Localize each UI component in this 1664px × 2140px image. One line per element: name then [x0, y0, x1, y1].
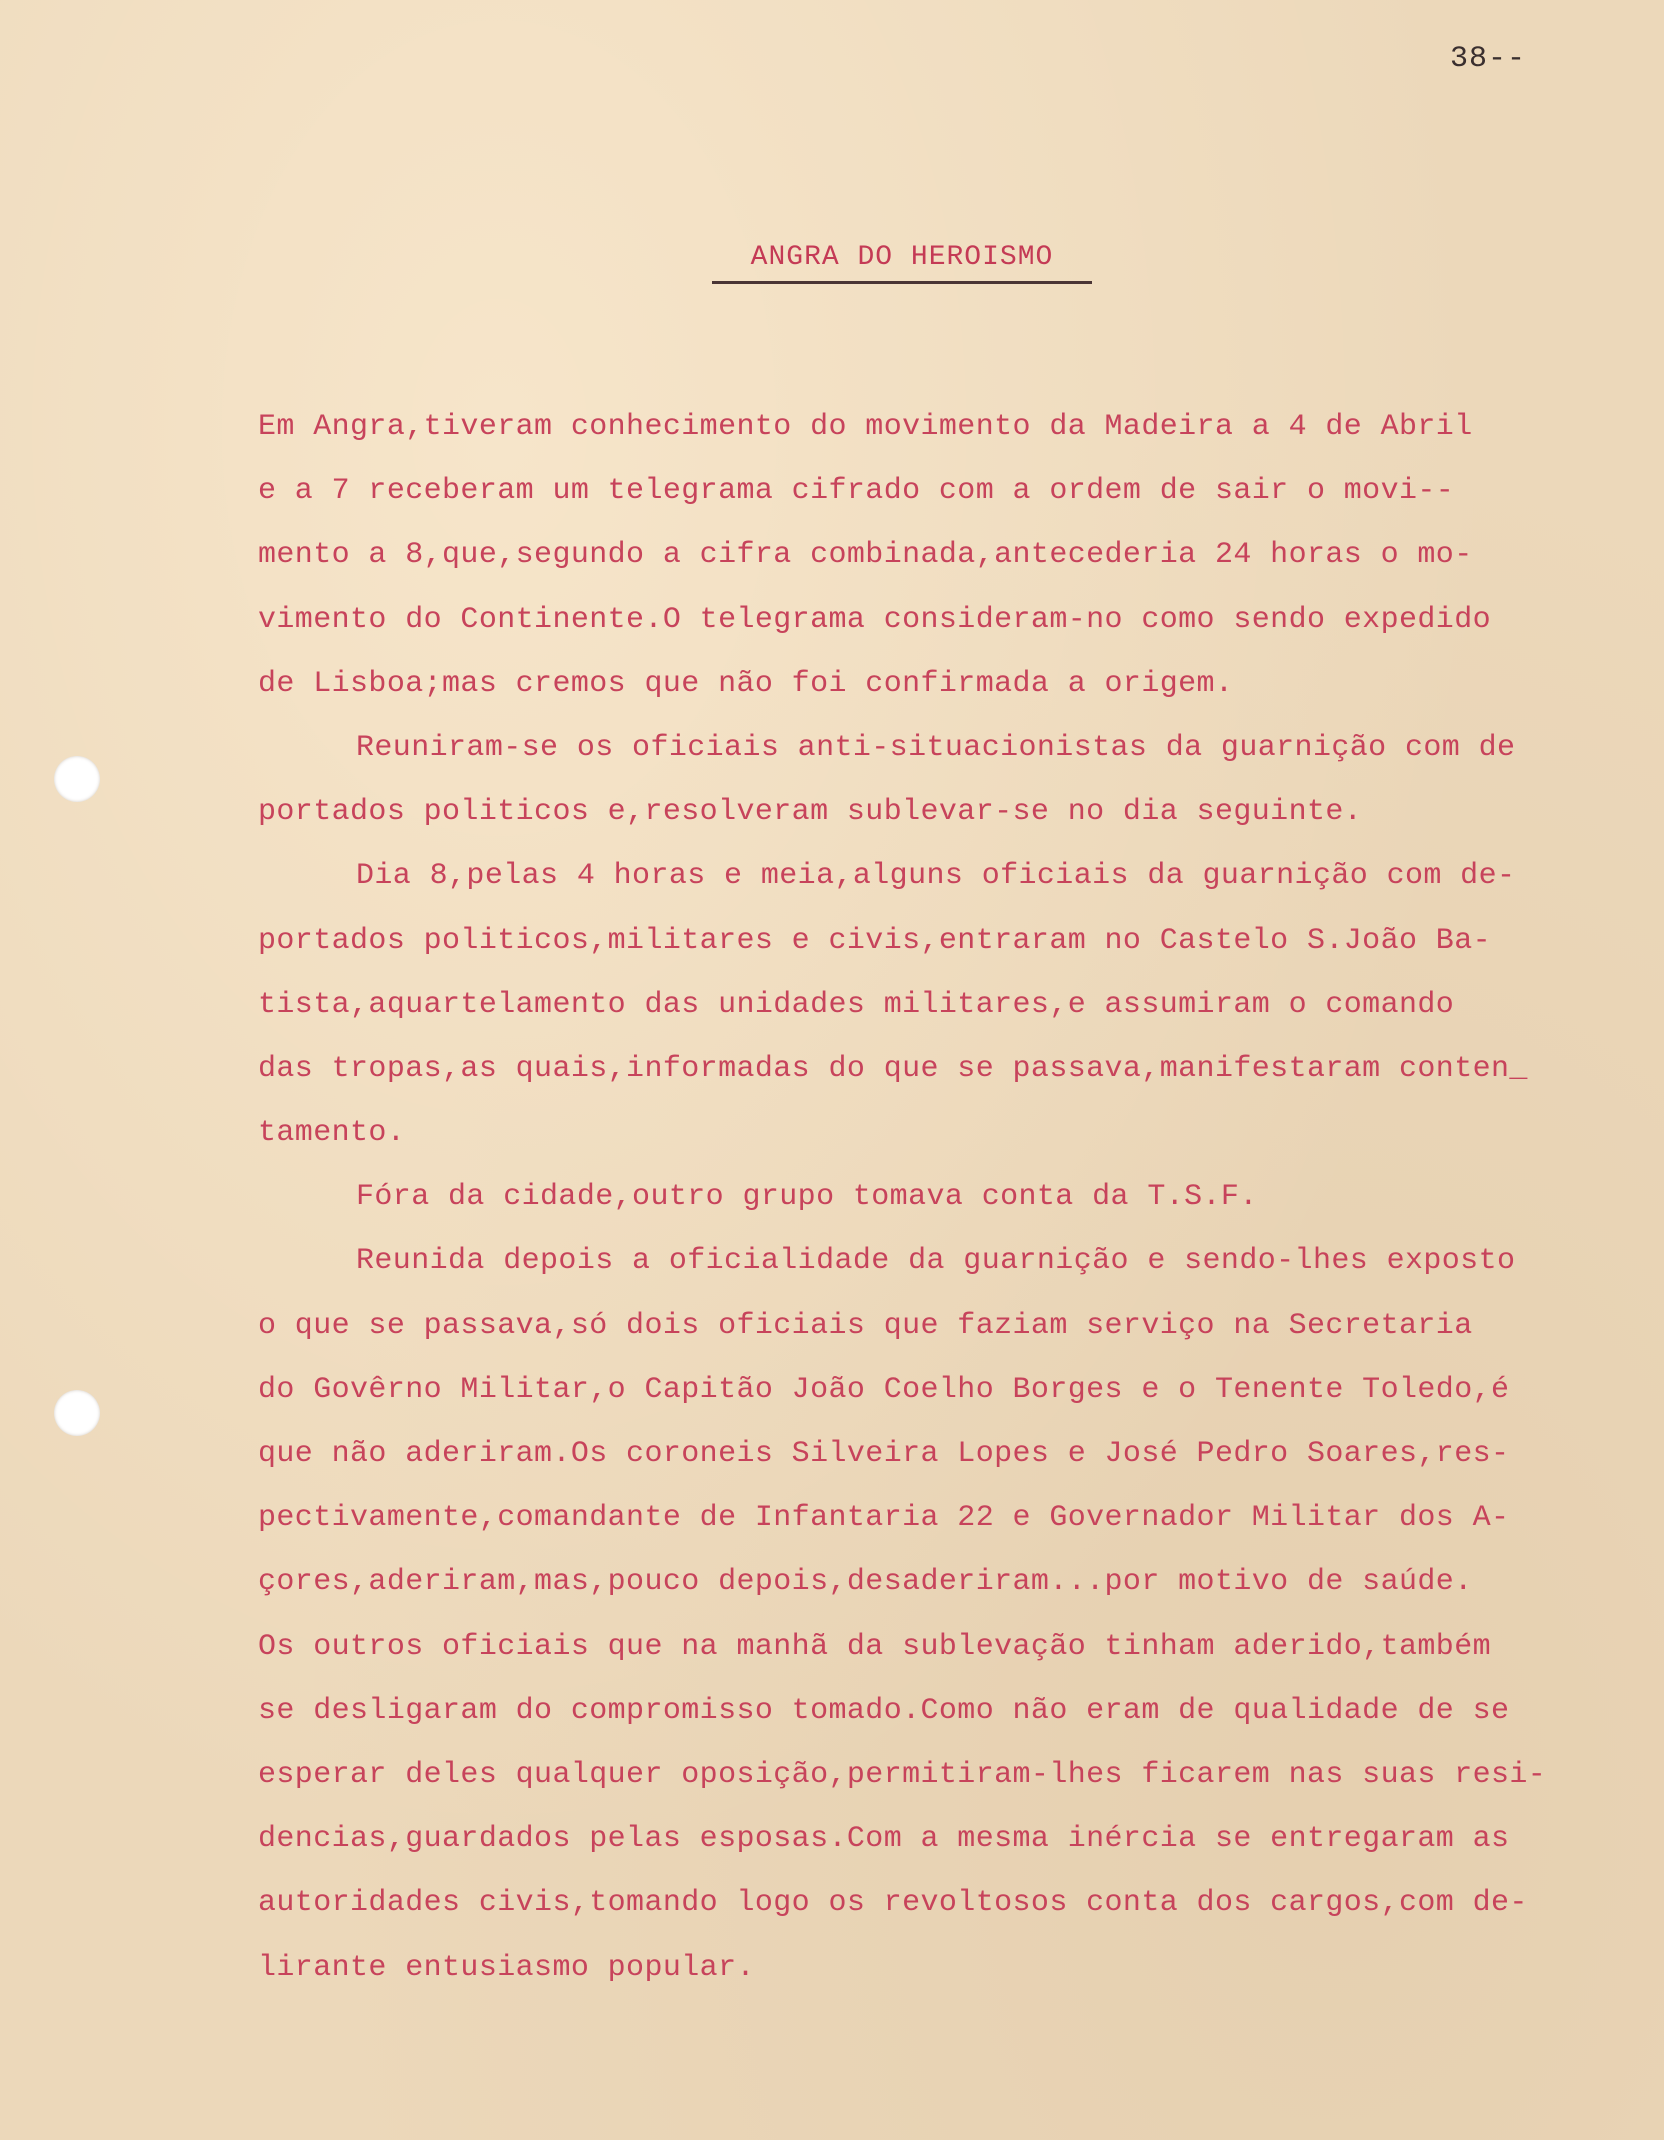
text-line: Reuniram-se os oficiais anti-situacionistas da guarnição com de	[356, 730, 1516, 765]
text-line: portados politicos,militares e civis,entraram no Castelo S.João Ba-	[258, 923, 1491, 958]
page-number: 38--	[1450, 42, 1527, 76]
text-line: Os outros oficiais que na manhã da sublevação tinham aderido,também	[258, 1629, 1491, 1664]
punch-hole-lower	[54, 1390, 100, 1436]
text-line: esperar deles qualquer oposição,permitiram-lhes ficarem nas suas resi-	[258, 1757, 1547, 1792]
text-line: que não aderiram.Os coroneis Silveira Lopes e José Pedro Soares,res-	[258, 1437, 1510, 1471]
text-line: Fóra da cidade,outro grupo tomava conta da T.S.F.	[356, 1180, 1258, 1215]
text-line: do Govêrno Militar,o Capitão João Coelho Borges e o Tenente Toledo,é	[258, 1372, 1510, 1407]
text-line: Dia 8,pelas 4 horas e meia,alguns oficiais da guarnição com de-	[356, 859, 1516, 894]
text-line: tista,aquartelamento das unidades militares,e assumiram o comando	[258, 987, 1455, 1022]
text-line: o que se passava,só dois oficiais que faziam serviço na Secretaria	[258, 1308, 1473, 1343]
punch-hole-upper	[54, 756, 100, 802]
text-line: dencias,guardados pelas esposas.Com a mesma inércia se entregaram as	[258, 1822, 1510, 1857]
text-line: pectivamente,comandante de Infantaria 22 e Governador Militar dos A-	[258, 1501, 1510, 1536]
text-line: mento a 8,que,segundo a cifra combinada,antecederia 24 horas o mo-	[258, 538, 1473, 573]
text-line: autoridades civis,tomando logo os revoltosos conta dos cargos,com de-	[258, 1886, 1528, 1921]
text-line: vimento do Continente.O telegrama consideram-no como sendo expedido	[258, 602, 1491, 637]
text-line: das tropas,as quais,informadas do que se passava,manifestaram conten_	[258, 1051, 1528, 1086]
text-line: de Lisboa;mas cremos que não foi confirmada a origem.	[258, 666, 1234, 701]
document-title: ANGRA DO HEROISMO	[712, 242, 1092, 284]
text-line: tamento.	[258, 1116, 406, 1151]
text-line: lirante entusiasmo popular.	[258, 1950, 755, 1985]
document-body	[258, 395, 1598, 2000]
text-line: Em Angra,tiveram conhecimento do movimento da Madeira a 4 de Abril	[258, 410, 1473, 444]
text-line: e a 7 receberam um telegrama cifrado com a ordem de sair o movi--	[258, 474, 1455, 509]
text-line: çores,aderiram,mas,pouco depois,desaderiram...por motivo de saúde.	[258, 1565, 1473, 1600]
text-line: Reunida depois a oficialidade da guarnição e sendo-lhes exposto	[356, 1244, 1516, 1279]
text-line: se desligaram do compromisso tomado.Como não eram de qualidade de se	[258, 1693, 1510, 1728]
text-line: portados politicos e,resolveram sublevar-se no dia seguinte.	[258, 795, 1363, 830]
